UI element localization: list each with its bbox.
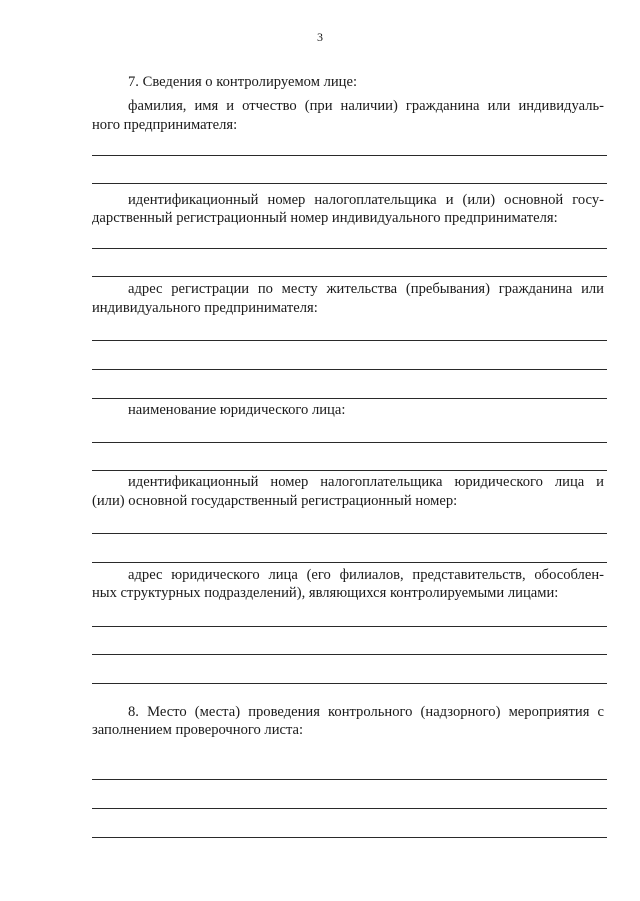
org-address-blank-line (92, 654, 607, 655)
org-address-label-line1: адрес юридического лица (его филиалов, представительств, обособлен- (128, 567, 604, 583)
inn-ip-blank-line (92, 276, 607, 277)
address-label-line1: адрес регистрации по месту жительства (пребывания) гражданина или (128, 281, 604, 297)
org-name-label: наименование юридического лица: (128, 402, 346, 418)
inn-org-blank-line (92, 562, 607, 563)
inn-org-label-line2: (или) основной государственный регистрационный номер: (92, 493, 458, 509)
section-8-heading-line2: заполнением проверочного листа: (92, 722, 304, 738)
page-number: 3 (317, 30, 323, 44)
fio-label-line1: фамилия, имя и отчество (при наличии) гражданина или индивидуаль- (128, 98, 604, 114)
section-7-heading: 7. Сведения о контролируемом лице: (128, 74, 358, 90)
inn-org-label-line1: идентификационный номер налогоплательщика юридического лица и (128, 474, 604, 490)
address-blank-line (92, 369, 607, 370)
place-blank-line (92, 837, 607, 838)
address-blank-line (92, 398, 607, 399)
org-name-blank-line (92, 470, 607, 471)
org-address-blank-line (92, 626, 607, 627)
fio-label-line2: ного предпринимателя: (92, 117, 238, 133)
section-8-heading-line1: 8. Место (места) проведения контрольного (надзорного) мероприятия с (128, 704, 604, 720)
org-address-blank-line (92, 683, 607, 684)
fio-blank-line (92, 155, 607, 156)
inn-ip-label-line1: идентификационный номер налогоплательщика и (или) основной госу- (128, 192, 604, 208)
address-label-line2: индивидуального предпринимателя: (92, 300, 318, 316)
fio-blank-line (92, 183, 607, 184)
inn-org-blank-line (92, 533, 607, 534)
inn-ip-label-line2: дарственный регистрационный номер индивидуального предпринимателя: (92, 210, 558, 226)
inn-ip-blank-line (92, 248, 607, 249)
org-name-blank-line (92, 442, 607, 443)
org-address-label-line2: ных структурных подразделений), являющихся контролируемыми лицами: (92, 585, 559, 601)
address-blank-line (92, 340, 607, 341)
place-blank-line (92, 808, 607, 809)
place-blank-line (92, 779, 607, 780)
